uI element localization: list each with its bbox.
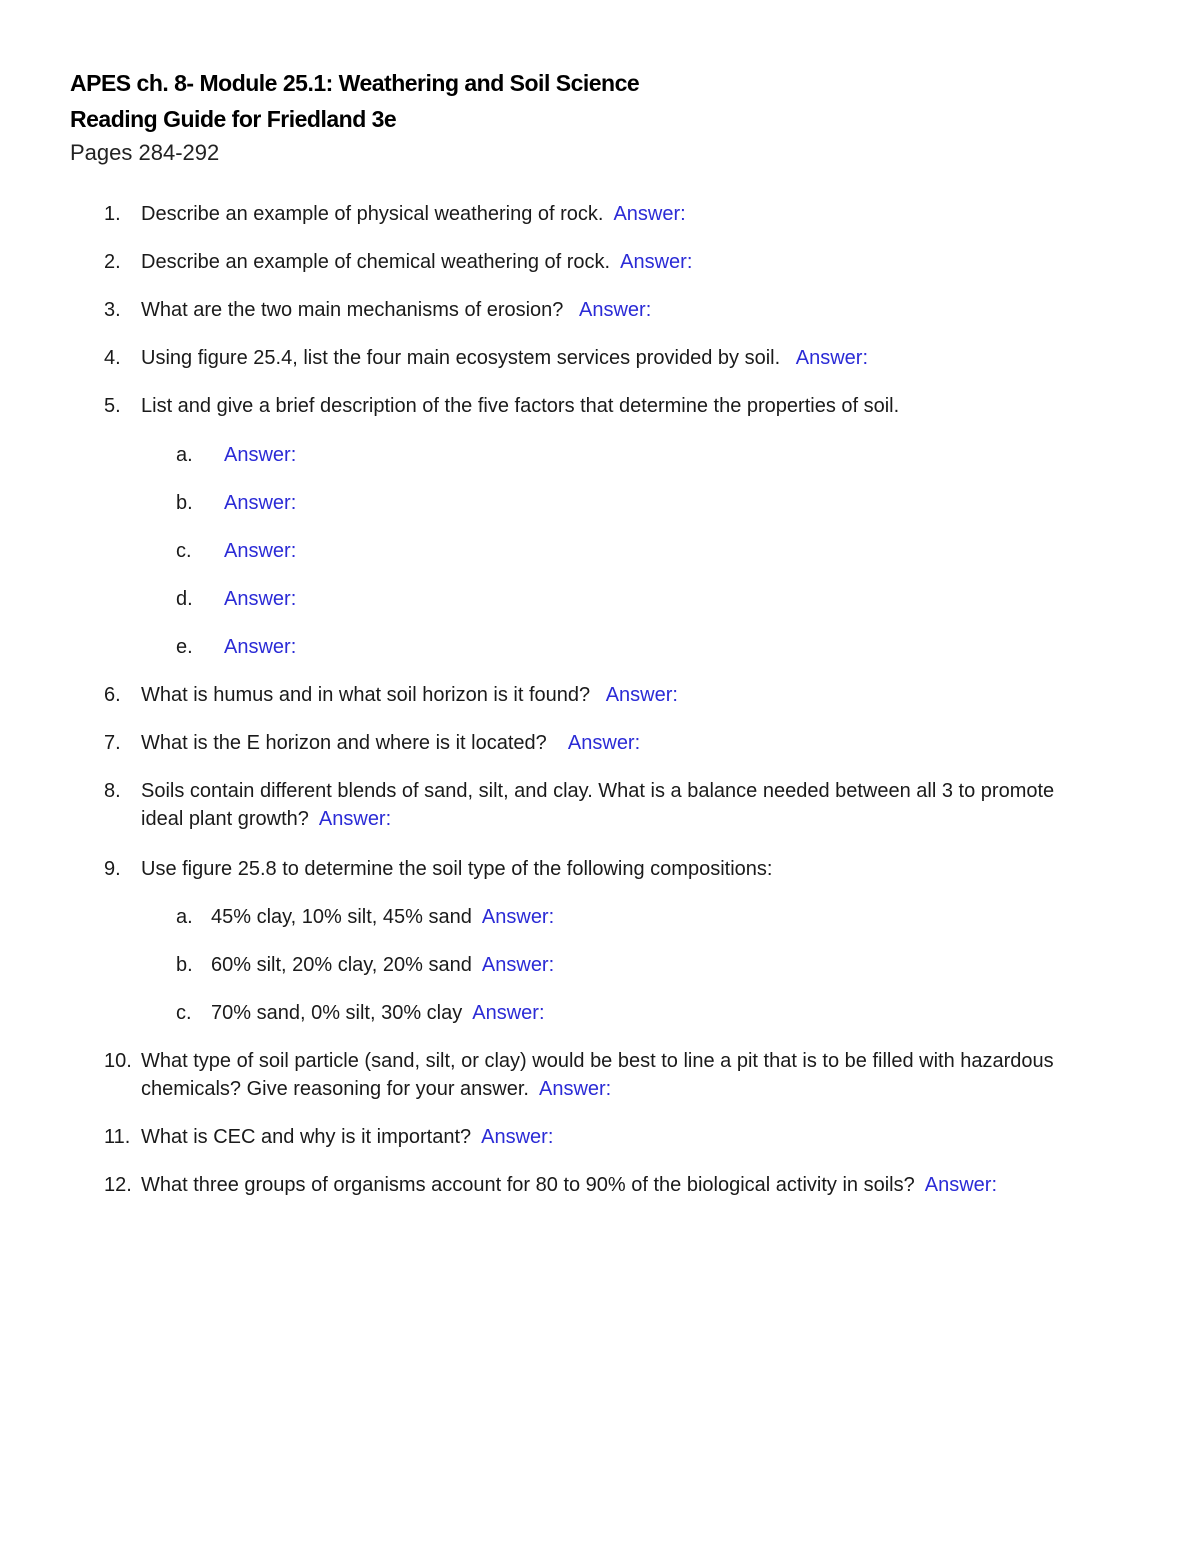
question-text: List and give a brief description of the five factors that determine the properties of soil.	[141, 395, 900, 417]
sub-item-letter: c.	[176, 1002, 192, 1024]
answer-field[interactable]: Answer:	[924, 1174, 998, 1196]
question-text: What three groups of organisms account for 80 to 90% of the biological activity in soils? Answer:	[141, 1174, 998, 1196]
question-number: 9.	[104, 858, 121, 880]
answer-field[interactable]: Answer:	[224, 636, 297, 658]
answer-field[interactable]: Answer:	[538, 1078, 612, 1100]
document-subtitle: Reading Guide for Friedland 3e	[70, 106, 397, 132]
question-text: Use figure 25.8 to determine the soil type of the following compositions:	[141, 858, 773, 880]
question-text-line1: What type of soil particle (sand, silt, or clay) would be best to line a pit that is to be filled with hazardous	[141, 1050, 1054, 1072]
question-text: Describe an example of physical weathering of rock. Answer:	[141, 203, 686, 225]
sub-item-text: 60% silt, 20% clay, 20% sand Answer:	[211, 954, 555, 976]
sub-item-text: 45% clay, 10% silt, 45% sand Answer:	[211, 906, 555, 928]
question-number: 12.	[104, 1174, 132, 1196]
question-number: 6.	[104, 684, 121, 706]
question-number: 2.	[104, 251, 121, 273]
question-text-line2: ideal plant growth? Answer:	[141, 808, 392, 830]
answer-field[interactable]: Answer:	[472, 1002, 545, 1024]
document-title: APES ch. 8- Module 25.1: Weathering and Soil Science	[70, 70, 640, 96]
question-text-line1: Soils contain different blends of sand, silt, and clay. What is a balance needed between all 3 to promote	[141, 780, 1055, 802]
question-number: 3.	[104, 299, 121, 321]
answer-field[interactable]: Answer:	[481, 1126, 554, 1148]
answer-field[interactable]: Answer:	[224, 444, 297, 466]
sub-item-letter: b.	[176, 954, 193, 976]
answer-field[interactable]: Answer:	[224, 588, 297, 610]
question-number: 7.	[104, 732, 121, 754]
sub-item-letter: a.	[176, 444, 193, 466]
sub-item-letter: a.	[176, 906, 193, 928]
answer-field[interactable]: Answer:	[620, 251, 693, 273]
answer-field[interactable]: Answer:	[795, 347, 868, 369]
answer-field[interactable]: Answer:	[567, 732, 641, 754]
question-text: What is CEC and why is it important? Answer:	[141, 1126, 554, 1148]
answer-field[interactable]: Answer:	[481, 906, 555, 928]
question-number: 11.	[104, 1126, 131, 1148]
question-number: 10.	[104, 1050, 132, 1072]
question-number: 5.	[104, 395, 121, 417]
sub-item-text: 70% sand, 0% silt, 30% clay Answer:	[211, 1002, 545, 1024]
answer-field[interactable]: Answer:	[579, 299, 652, 321]
question-text-line2: chemicals? Give reasoning for your answer. Answer:	[141, 1078, 612, 1100]
sub-item-letter: d.	[176, 588, 193, 610]
question-number: 4.	[104, 347, 121, 369]
question-number: 8.	[104, 780, 121, 802]
answer-field[interactable]: Answer:	[613, 203, 686, 225]
answer-field[interactable]: Answer:	[224, 492, 297, 514]
sub-item-letter: b.	[176, 492, 193, 514]
sub-item-letter: c.	[176, 540, 192, 562]
question-text: What are the two main mechanisms of erosion? Answer:	[141, 299, 652, 321]
question-text: What is the E horizon and where is it located? Answer:	[141, 732, 641, 754]
answer-field[interactable]: Answer:	[481, 954, 555, 976]
page-range: Pages 284-292	[70, 140, 220, 165]
answer-field[interactable]: Answer:	[224, 540, 297, 562]
question-text: Describe an example of chemical weathering of rock. Answer:	[141, 251, 693, 273]
question-text: What is humus and in what soil horizon is it found? Answer:	[141, 684, 678, 706]
question-text: Using figure 25.4, list the four main ecosystem services provided by soil. Answer:	[141, 347, 868, 369]
answer-field[interactable]: Answer:	[605, 684, 678, 706]
answer-field[interactable]: Answer:	[318, 808, 392, 830]
question-number: 1.	[104, 203, 121, 225]
sub-item-letter: e.	[176, 636, 193, 658]
